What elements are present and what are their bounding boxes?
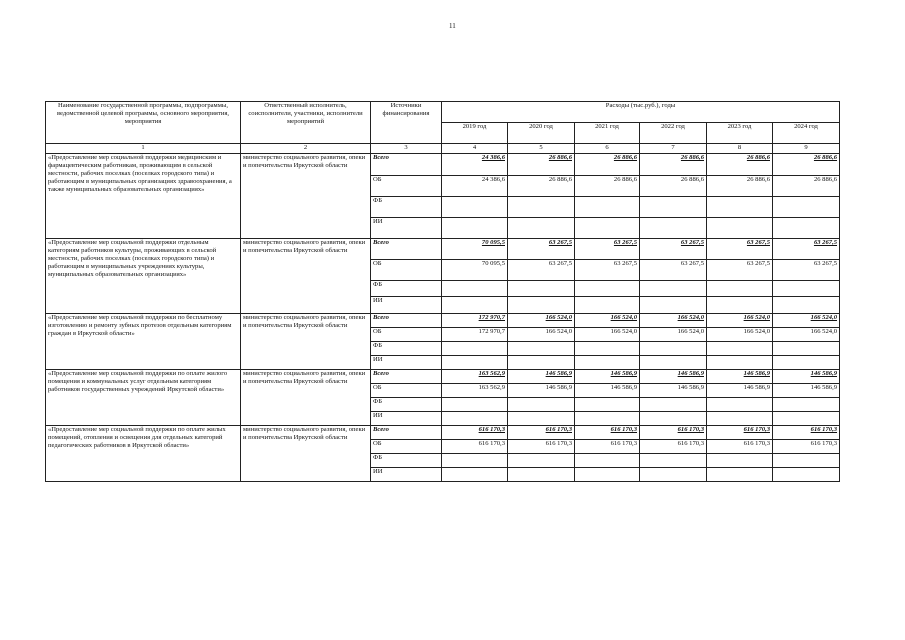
column-index: 1 — [46, 144, 241, 154]
amount-cell: 26 886,6 — [773, 154, 840, 176]
amount-cell — [575, 342, 640, 356]
amount-cell — [773, 454, 840, 468]
amount-cell: 146 586,9 — [640, 384, 707, 398]
amount-cell — [640, 218, 707, 239]
column-index: 2 — [241, 144, 371, 154]
amount-cell: 616 170,3 — [707, 440, 773, 454]
amount-cell: 616 170,3 — [707, 426, 773, 440]
amount-cell: 63 267,5 — [508, 260, 575, 281]
header-executor: Ответственный исполнитель, соисполнители, участники, исполнители мероприятий — [241, 102, 371, 144]
amount-cell — [640, 297, 707, 314]
amount-cell: 24 386,6 — [442, 176, 508, 197]
amount-cell: 146 586,9 — [508, 370, 575, 384]
amount-cell — [508, 218, 575, 239]
column-index: 3 — [371, 144, 442, 154]
amount-cell: 172 970,7 — [442, 314, 508, 328]
amount-cell — [773, 297, 840, 314]
amount-cell — [442, 412, 508, 426]
measure-name: «Предоставление мер социальной поддержки по бесплатному изготовлению и ремонту зубных протезов отдельным категориям граждан в Иркутской области» — [46, 314, 241, 370]
amount-cell — [707, 297, 773, 314]
amount-cell: 146 586,9 — [640, 370, 707, 384]
amount-cell — [442, 297, 508, 314]
amount-cell: 26 886,6 — [508, 176, 575, 197]
amount-cell — [640, 342, 707, 356]
amount-cell: 616 170,3 — [773, 426, 840, 440]
amount-cell — [773, 197, 840, 218]
header-year: 2021 год — [575, 123, 640, 144]
amount-cell — [707, 356, 773, 370]
amount-cell — [442, 281, 508, 297]
amount-cell: 166 524,0 — [508, 328, 575, 342]
amount-cell: 166 524,0 — [707, 314, 773, 328]
amount-cell — [707, 454, 773, 468]
amount-cell: 63 267,5 — [508, 239, 575, 260]
amount-cell — [508, 297, 575, 314]
amount-cell: 26 886,6 — [707, 154, 773, 176]
header-year: 2023 год — [707, 123, 773, 144]
amount-cell: 166 524,0 — [575, 314, 640, 328]
amount-cell: 616 170,3 — [508, 426, 575, 440]
table-row — [46, 239, 840, 260]
amount-cell — [773, 468, 840, 482]
amount-cell — [442, 468, 508, 482]
amount-cell — [707, 412, 773, 426]
amount-cell: 616 170,3 — [773, 440, 840, 454]
amount-cell: 63 267,5 — [640, 260, 707, 281]
amount-cell: 70 095,5 — [442, 239, 508, 260]
funding-source: ИИ — [371, 468, 442, 482]
amount-cell — [640, 398, 707, 412]
header-year: 2024 год — [773, 123, 840, 144]
measure-name: «Предоставление мер социальной поддержки отдельным категориям работников культуры, проживающих в сельской местности, рабочих поселках (поселках городского типа) и работающим в муниципальных учреждениях культуры, муниципальных образовательных организациях» — [46, 239, 241, 314]
amount-cell — [508, 356, 575, 370]
amount-cell: 166 524,0 — [773, 314, 840, 328]
amount-cell: 172 970,7 — [442, 328, 508, 342]
amount-cell — [508, 412, 575, 426]
amount-cell: 63 267,5 — [773, 239, 840, 260]
amount-cell — [640, 356, 707, 370]
amount-cell: 26 886,6 — [640, 154, 707, 176]
header-expenses: Расходы (тыс.руб.), годы — [442, 102, 840, 123]
amount-cell: 163 562,9 — [442, 384, 508, 398]
amount-cell: 26 886,6 — [508, 154, 575, 176]
table-row — [46, 314, 840, 328]
amount-cell: 26 886,6 — [575, 154, 640, 176]
amount-cell: 166 524,0 — [640, 314, 707, 328]
executor: министерство социального развития, опеки и попечительства Иркутской области — [241, 314, 371, 370]
table-body — [46, 154, 840, 482]
amount-cell — [575, 281, 640, 297]
amount-cell: 616 170,3 — [442, 440, 508, 454]
funding-source: ИИ — [371, 218, 442, 239]
amount-cell — [575, 398, 640, 412]
funding-source: ИИ — [371, 356, 442, 370]
amount-cell — [707, 468, 773, 482]
header-year: 2019 год — [442, 123, 508, 144]
amount-cell: 166 524,0 — [508, 314, 575, 328]
amount-cell: 63 267,5 — [773, 260, 840, 281]
amount-cell: 146 586,9 — [707, 370, 773, 384]
executor: министерство социального развития, опеки и попечительства Иркутской области — [241, 426, 371, 482]
header-year: 2022 год — [640, 123, 707, 144]
amount-cell: 616 170,3 — [575, 426, 640, 440]
amount-cell — [575, 454, 640, 468]
amount-cell — [640, 454, 707, 468]
table-row — [46, 154, 840, 176]
funding-source: Всего — [371, 370, 442, 384]
amount-cell: 146 586,9 — [773, 370, 840, 384]
amount-cell — [773, 342, 840, 356]
funding-source: ОБ — [371, 328, 442, 342]
measure-name: «Предоставление мер социальной поддержки по оплате жилых помещений, отопления и освещения для отдельных категорий педагогических работников в Иркутской области» — [46, 426, 241, 482]
amount-cell — [707, 281, 773, 297]
amount-cell: 146 586,9 — [575, 384, 640, 398]
column-index: 6 — [575, 144, 640, 154]
executor: министерство социального развития, опеки и попечительства Иркутской области — [241, 370, 371, 426]
measure-name: «Предоставление мер социальной поддержки по оплате жилого помещения и коммунальных услуг отдельным категориям работников государственных учреждений Иркутской области» — [46, 370, 241, 426]
amount-cell: 63 267,5 — [707, 260, 773, 281]
header-name: Наименование государственной программы, подпрограммы, ведомственной целевой программы, основного мероприятия, мероприятия — [46, 102, 241, 144]
amount-cell — [575, 197, 640, 218]
column-index: 4 — [442, 144, 508, 154]
column-index: 7 — [640, 144, 707, 154]
executor: министерство социального развития, опеки и попечительства Иркутской области — [241, 154, 371, 239]
amount-cell — [442, 218, 508, 239]
amount-cell: 26 886,6 — [575, 176, 640, 197]
funding-source: ФБ — [371, 342, 442, 356]
amount-cell — [508, 281, 575, 297]
funding-source: ФБ — [371, 398, 442, 412]
page-number: 11 — [449, 22, 456, 30]
amount-cell: 146 586,9 — [575, 370, 640, 384]
amount-cell — [575, 412, 640, 426]
amount-cell — [508, 398, 575, 412]
funding-source: ФБ — [371, 454, 442, 468]
amount-cell — [508, 342, 575, 356]
executor: министерство социального развития, опеки и попечительства Иркутской области — [241, 239, 371, 314]
amount-cell: 163 562,9 — [442, 370, 508, 384]
column-index: 8 — [707, 144, 773, 154]
amount-cell — [508, 468, 575, 482]
column-index: 9 — [773, 144, 840, 154]
amount-cell: 616 170,3 — [508, 440, 575, 454]
amount-cell — [773, 356, 840, 370]
funding-source: ОБ — [371, 440, 442, 454]
amount-cell — [575, 218, 640, 239]
amount-cell: 616 170,3 — [575, 440, 640, 454]
amount-cell — [640, 468, 707, 482]
amount-cell: 166 524,0 — [773, 328, 840, 342]
funding-source: ОБ — [371, 384, 442, 398]
funding-source: ИИ — [371, 297, 442, 314]
amount-cell: 63 267,5 — [575, 239, 640, 260]
amount-cell: 616 170,3 — [442, 426, 508, 440]
amount-cell — [707, 342, 773, 356]
header-year: 2020 год — [508, 123, 575, 144]
amount-cell: 63 267,5 — [575, 260, 640, 281]
amount-cell: 26 886,6 — [773, 176, 840, 197]
amount-cell — [640, 412, 707, 426]
amount-cell: 26 886,6 — [707, 176, 773, 197]
amount-cell — [575, 468, 640, 482]
amount-cell — [442, 197, 508, 218]
amount-cell: 166 524,0 — [640, 328, 707, 342]
column-index: 5 — [508, 144, 575, 154]
funding-source: Всего — [371, 239, 442, 260]
amount-cell — [508, 197, 575, 218]
amount-cell: 616 170,3 — [640, 426, 707, 440]
table-row — [46, 370, 840, 384]
amount-cell — [773, 412, 840, 426]
amount-cell: 616 170,3 — [640, 440, 707, 454]
table-row — [46, 426, 840, 440]
funding-source: Всего — [371, 314, 442, 328]
amount-cell — [707, 218, 773, 239]
amount-cell — [640, 197, 707, 218]
amount-cell — [508, 454, 575, 468]
funding-source: ФБ — [371, 281, 442, 297]
amount-cell: 70 095,5 — [442, 260, 508, 281]
amount-cell: 146 586,9 — [508, 384, 575, 398]
amount-cell: 63 267,5 — [707, 239, 773, 260]
amount-cell: 63 267,5 — [640, 239, 707, 260]
funding-source: Всего — [371, 426, 442, 440]
amount-cell — [442, 454, 508, 468]
amount-cell: 24 386,6 — [442, 154, 508, 176]
amount-cell — [442, 356, 508, 370]
funding-source: ФБ — [371, 197, 442, 218]
funding-source: ОБ — [371, 260, 442, 281]
amount-cell: 146 586,9 — [773, 384, 840, 398]
expenses-table — [45, 101, 840, 482]
amount-cell — [640, 281, 707, 297]
amount-cell — [442, 398, 508, 412]
amount-cell: 166 524,0 — [707, 328, 773, 342]
funding-source: ИИ — [371, 412, 442, 426]
amount-cell — [575, 297, 640, 314]
measure-name: «Предоставление мер социальной поддержки медицинским и фармацевтическим работникам, проживающим в сельской местности, рабочих поселках (поселках городского типа) и работающим в муниципальных организациях здравоохранения, а также муниципальных образовательных организациях» — [46, 154, 241, 239]
header-source: Источники финансирования — [371, 102, 442, 144]
funding-source: Всего — [371, 154, 442, 176]
amount-cell — [773, 398, 840, 412]
funding-source: ОБ — [371, 176, 442, 197]
amount-cell: 146 586,9 — [707, 384, 773, 398]
amount-cell — [575, 356, 640, 370]
amount-cell — [773, 281, 840, 297]
amount-cell — [707, 398, 773, 412]
amount-cell: 166 524,0 — [575, 328, 640, 342]
amount-cell — [442, 342, 508, 356]
amount-cell — [707, 197, 773, 218]
amount-cell — [773, 218, 840, 239]
amount-cell: 26 886,6 — [640, 176, 707, 197]
